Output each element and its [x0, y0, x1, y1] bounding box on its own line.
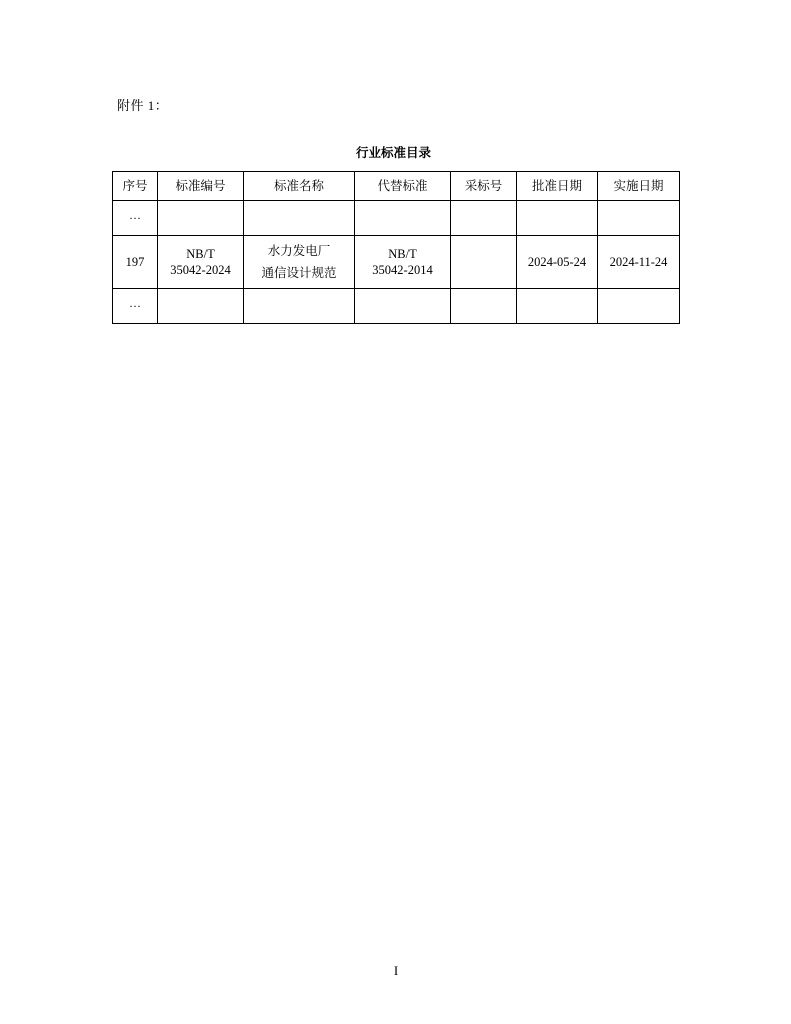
- page-title: [0, 143, 791, 161]
- header-adopted-number: 采标号: [451, 172, 517, 201]
- empty-cell: [451, 201, 517, 236]
- empty-cell: [244, 289, 355, 324]
- header-standard-name: 标准名称: [244, 172, 355, 201]
- table-header-row: [113, 172, 680, 201]
- attachment-label: 附件 1：: [117, 98, 169, 113]
- standards-table: [112, 171, 680, 324]
- ellipsis-cell: …: [113, 289, 158, 324]
- header-seq: 序号: [113, 172, 158, 201]
- empty-cell: [598, 201, 680, 236]
- effective-date-cell: 2024-11-24: [598, 236, 680, 289]
- standard-number-cell: [158, 236, 244, 289]
- empty-cell: [158, 201, 244, 236]
- empty-cell: [517, 289, 598, 324]
- standard-name-line1: 水力发电厂: [267, 244, 331, 258]
- page-number-text: I: [393, 963, 399, 978]
- empty-cell: [355, 289, 451, 324]
- ellipsis-cell: …: [113, 201, 158, 236]
- page-number: [0, 963, 791, 979]
- table-row: [113, 289, 680, 324]
- empty-cell: [598, 289, 680, 324]
- page-title-text: 行业标准目录: [355, 145, 431, 160]
- table-row: [113, 201, 680, 236]
- header-replaced-standard: 代替标准: [355, 172, 451, 201]
- empty-cell: [355, 201, 451, 236]
- replaced-standard-line2: 35042-2014: [372, 263, 433, 277]
- standard-number-line2: 35042-2024: [170, 263, 231, 277]
- standard-name-line2: 通信设计规范: [261, 266, 337, 280]
- replaced-standard-line1: NB/T: [388, 247, 417, 261]
- table-row: [113, 236, 680, 289]
- empty-cell: [451, 289, 517, 324]
- approval-date-cell: 2024-05-24: [517, 236, 598, 289]
- standard-name-cell: [244, 236, 355, 289]
- header-standard-number: 标准编号: [158, 172, 244, 201]
- header-effective-date: 实施日期: [598, 172, 680, 201]
- empty-cell: [244, 201, 355, 236]
- standard-number-line1: NB/T: [186, 247, 215, 261]
- seq-cell: 197: [113, 236, 158, 289]
- empty-cell: [158, 289, 244, 324]
- header-approval-date: 批准日期: [517, 172, 598, 201]
- replaced-standard-cell: [355, 236, 451, 289]
- empty-cell: [517, 201, 598, 236]
- adopted-number-cell: [451, 236, 517, 289]
